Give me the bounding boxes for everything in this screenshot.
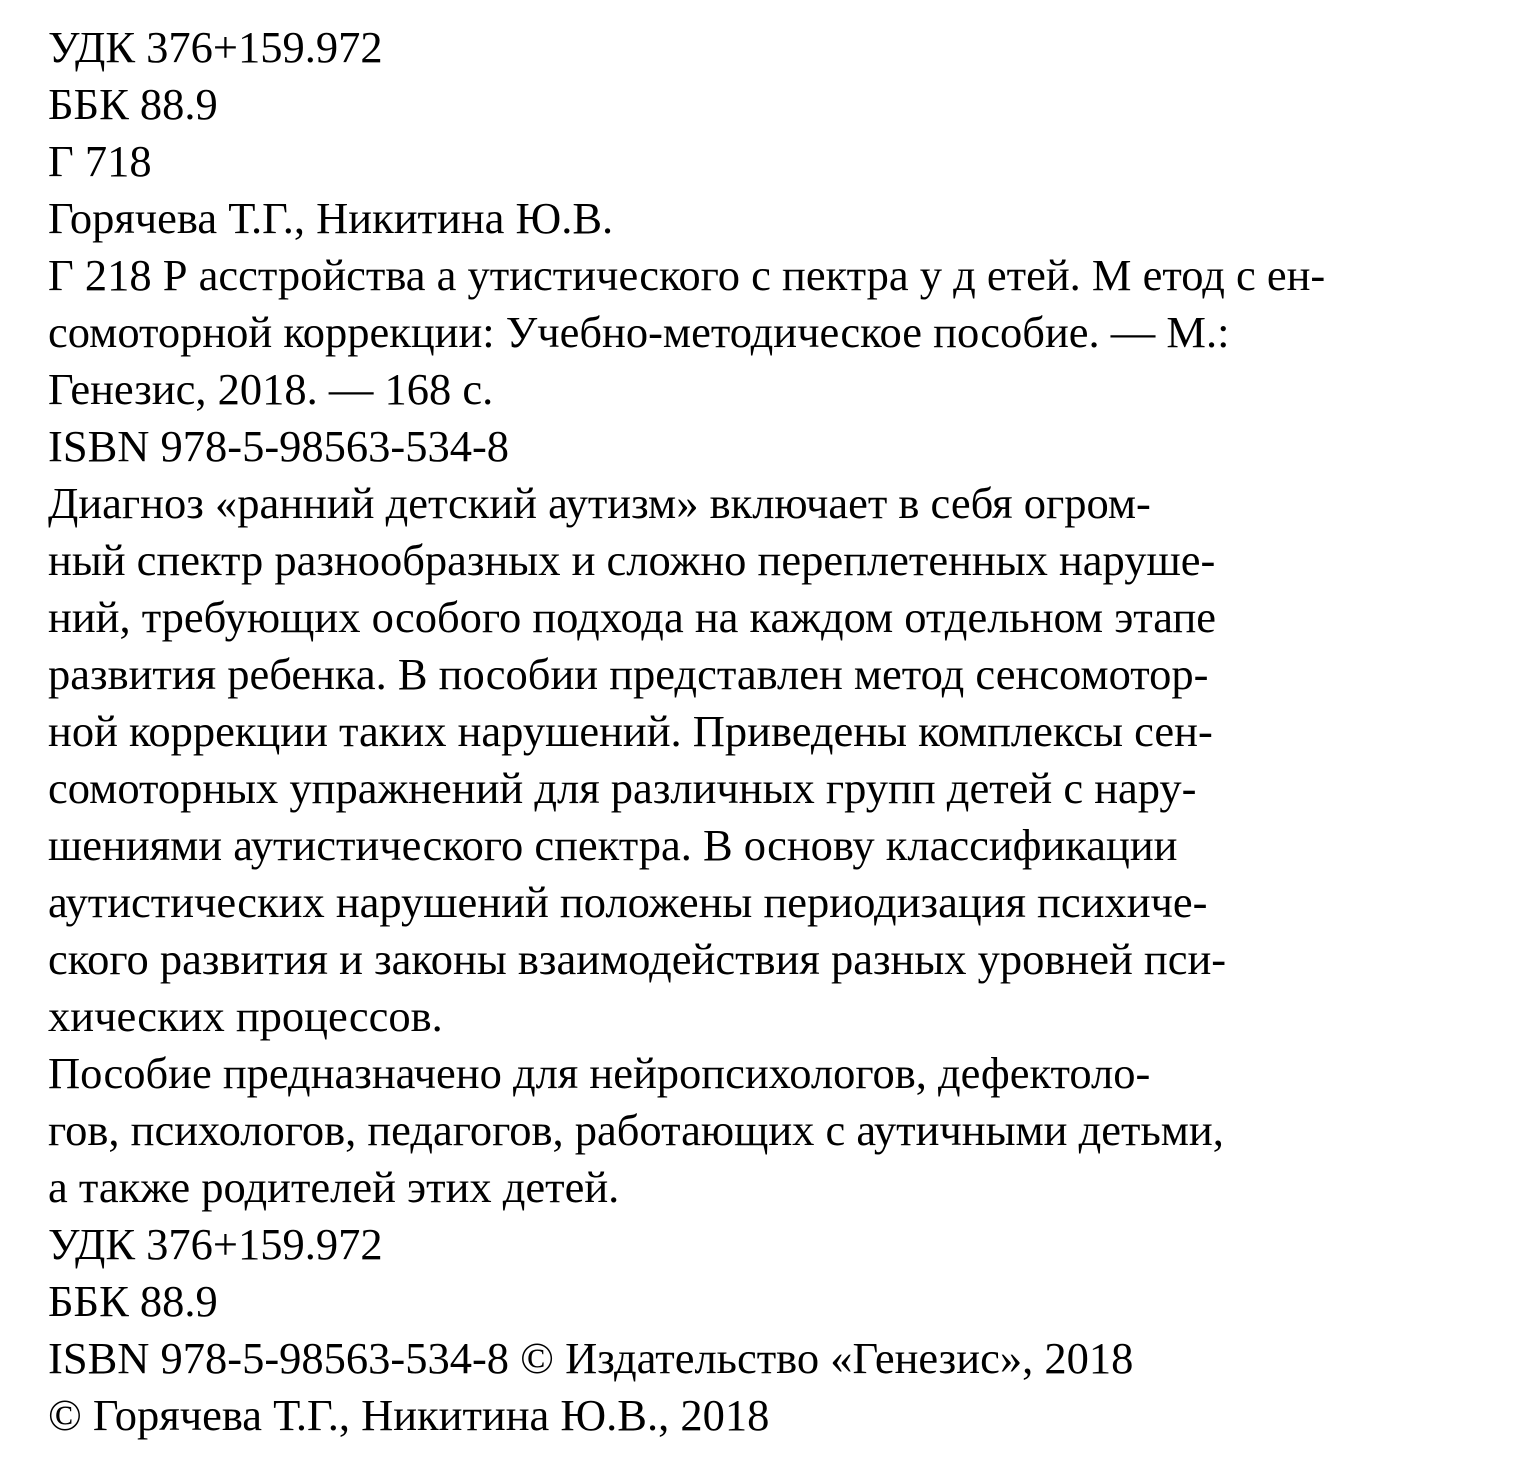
annotation-line: ского развития и законы взаимодействия разных уровней пси- [48, 934, 1227, 984]
bibliographic-line: Г 218 Р асстройства а утистического с пектра у д етей. М етод с ен- [48, 250, 1326, 300]
bibliographic-description [48, 247, 1498, 418]
annotation-line: шениями аутистического спектра. В основу классификации [48, 820, 1178, 870]
annotation-line: ний, требующих особого подхода на каждом отдельном этапе [48, 592, 1217, 642]
footer-copyright-authors: © Горячева Т.Г., Никитина Ю.В., 2018 [48, 1390, 770, 1440]
isbn-line: ISBN 978-5-98563-534-8 [48, 421, 510, 471]
bbk-code: ББК 88.9 [48, 79, 218, 129]
annotation-line: ной коррекции таких нарушений. Приведены комплексы сен- [48, 706, 1213, 756]
footer-block [48, 1216, 1498, 1444]
audience-line: Пособие предназначено для нейропсихологов, дефектоло- [48, 1048, 1151, 1098]
annotation [48, 475, 1498, 1045]
footer-udk-code: УДК 376+159.972 [48, 1219, 383, 1269]
author-sign: Г 718 [48, 136, 152, 186]
bibliographic-line: Генезис, 2018. — 168 с. [48, 364, 494, 414]
annotation-line: аутистических нарушений положены периодизация психиче- [48, 877, 1208, 927]
audience-line: гов, психологов, педагогов, работающих с аутичными детьми, [48, 1105, 1224, 1155]
authors-line: Горячева Т.Г., Никитина Ю.В. [48, 193, 614, 243]
annotation-line: Диагноз «ранний детский аутизм» включает в себя огром- [48, 478, 1151, 528]
audience-line: а также родителей этих детей. [48, 1162, 620, 1212]
bibliographic-line: сомоторной коррекции: Учебно-методическое пособие. — М.: [48, 307, 1230, 357]
footer-isbn-publisher: ISBN 978-5-98563-534-8 © Издательство «Генезис», 2018 [48, 1333, 1134, 1383]
annotation-line: развития ребенка. В пособии представлен метод сенсомотор- [48, 649, 1209, 699]
audience-note [48, 1045, 1498, 1216]
annotation-line: ный спектр разнообразных и сложно переплетенных наруше- [48, 535, 1216, 585]
udk-code: УДК 376+159.972 [48, 22, 383, 72]
annotation-line: сомоторных упражнений для различных групп детей с нару- [48, 763, 1197, 813]
footer-bbk-code: ББК 88.9 [48, 1276, 218, 1326]
annotation-line: хических процессов. [48, 991, 443, 1041]
imprint-page [48, 19, 1498, 1444]
